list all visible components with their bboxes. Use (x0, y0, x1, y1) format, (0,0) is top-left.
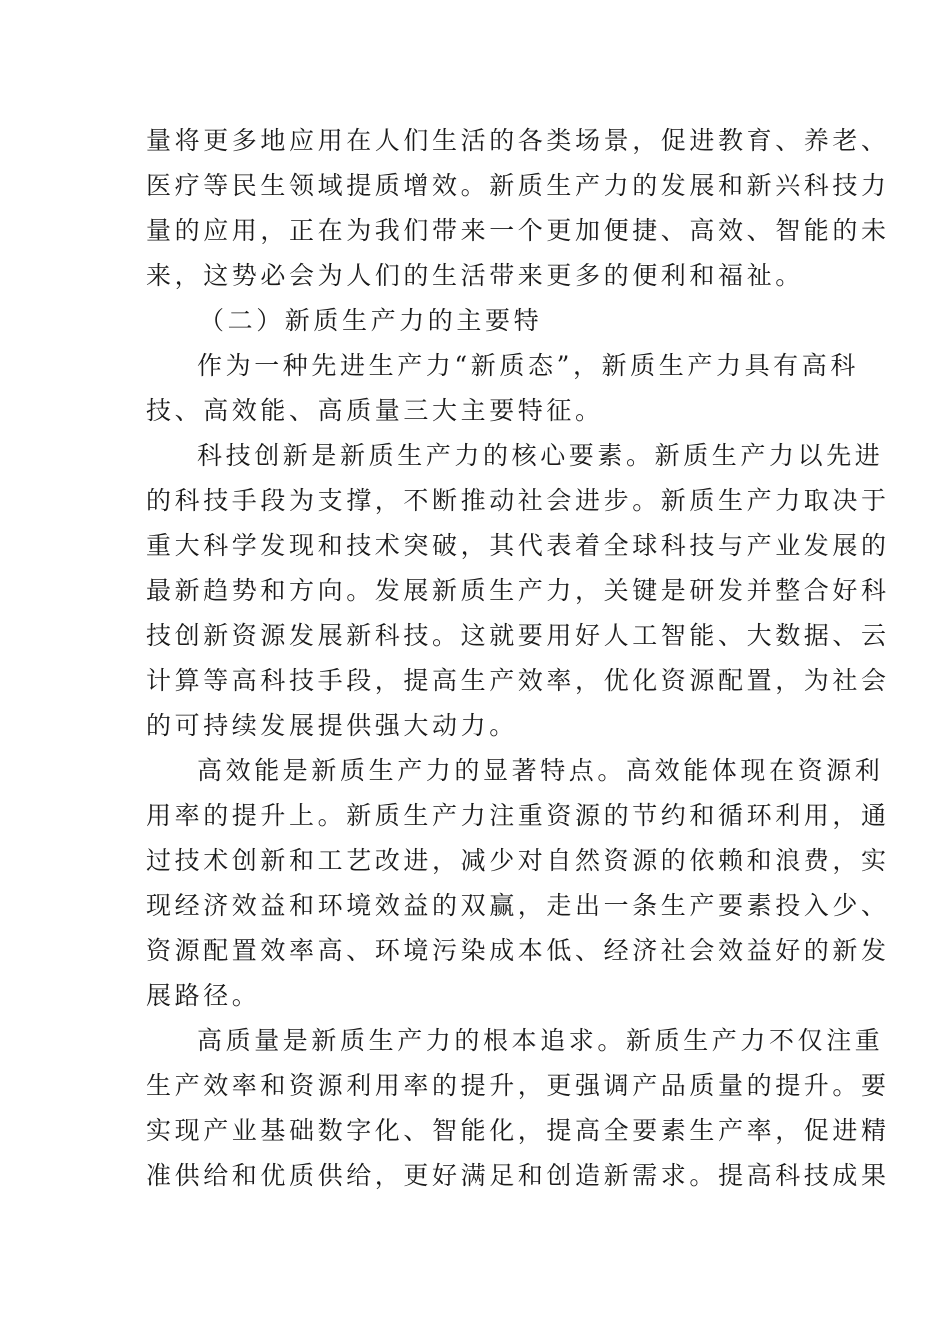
paragraph-line: 来，这势必会为人们的生活带来更多的便利和福祉。 (146, 261, 804, 290)
paragraph-line: 高质量是新质生产力的根本追求。新质生产力不仅注重 (197, 1026, 884, 1055)
paragraph-line: 量将更多地应用在人们生活的各类场景，促进教育、养老、 (146, 126, 890, 155)
paragraph-line: 计算等高科技手段，提高生产效率，优化资源配置，为社会 (146, 666, 890, 695)
paragraph-line: 医疗等民生领域提质增效。新质生产力的发展和新兴科技力 (146, 171, 890, 200)
paragraph-line: 的可持续发展提供强大动力。 (146, 711, 518, 740)
paragraph-line: 重大科学发现和技术突破，其代表着全球科技与产业发展的 (146, 531, 890, 560)
paragraph-line: 的科技手段为支撑，不断推动社会进步。新质生产力取决于 (146, 486, 890, 515)
paragraph-line: 技创新资源发展新科技。这就要用好人工智能、大数据、云 (146, 621, 890, 650)
paragraph-line: 准供给和优质供给，更好满足和创造新需求。提高科技成果 (146, 1161, 890, 1190)
paragraph-line: 用率的提升上。新质生产力注重资源的节约和循环利用，通 (146, 801, 890, 830)
paragraph-line: 技、高效能、高质量三大主要特征。 (146, 396, 604, 425)
paragraph-line: 量的应用，正在为我们带来一个更加便捷、高效、智能的未 (146, 216, 890, 245)
paragraph-line: 科技创新是新质生产力的核心要素。新质生产力以先进 (197, 441, 884, 470)
paragraph-line: 最新趋势和方向。发展新质生产力，关键是研发并整合好科 (146, 576, 890, 605)
paragraph-line: 作为一种先进生产力“新质态”，新质生产力具有高科 (197, 351, 859, 380)
paragraph-line: 高效能是新质生产力的显著特点。高效能体现在资源利 (197, 756, 884, 785)
paragraph-line: 过技术创新和工艺改进，减少对自然资源的依赖和浪费，实 (146, 846, 890, 875)
paragraph-line: 现经济效益和环境效益的双赢，走出一条生产要素投入少、 (146, 891, 890, 920)
section-heading: （二）新质生产力的主要特 (199, 306, 543, 335)
paragraph-line: 生产效率和资源利用率的提升，更强调产品质量的提升。要 (146, 1071, 890, 1100)
paragraph-line: 资源配置效率高、环境污染成本低、经济社会效益好的新发 (146, 936, 890, 965)
paragraph-line: 展路径。 (146, 981, 261, 1010)
paragraph-line: 实现产业基础数字化、智能化，提高全要素生产率，促进精 (146, 1116, 890, 1145)
